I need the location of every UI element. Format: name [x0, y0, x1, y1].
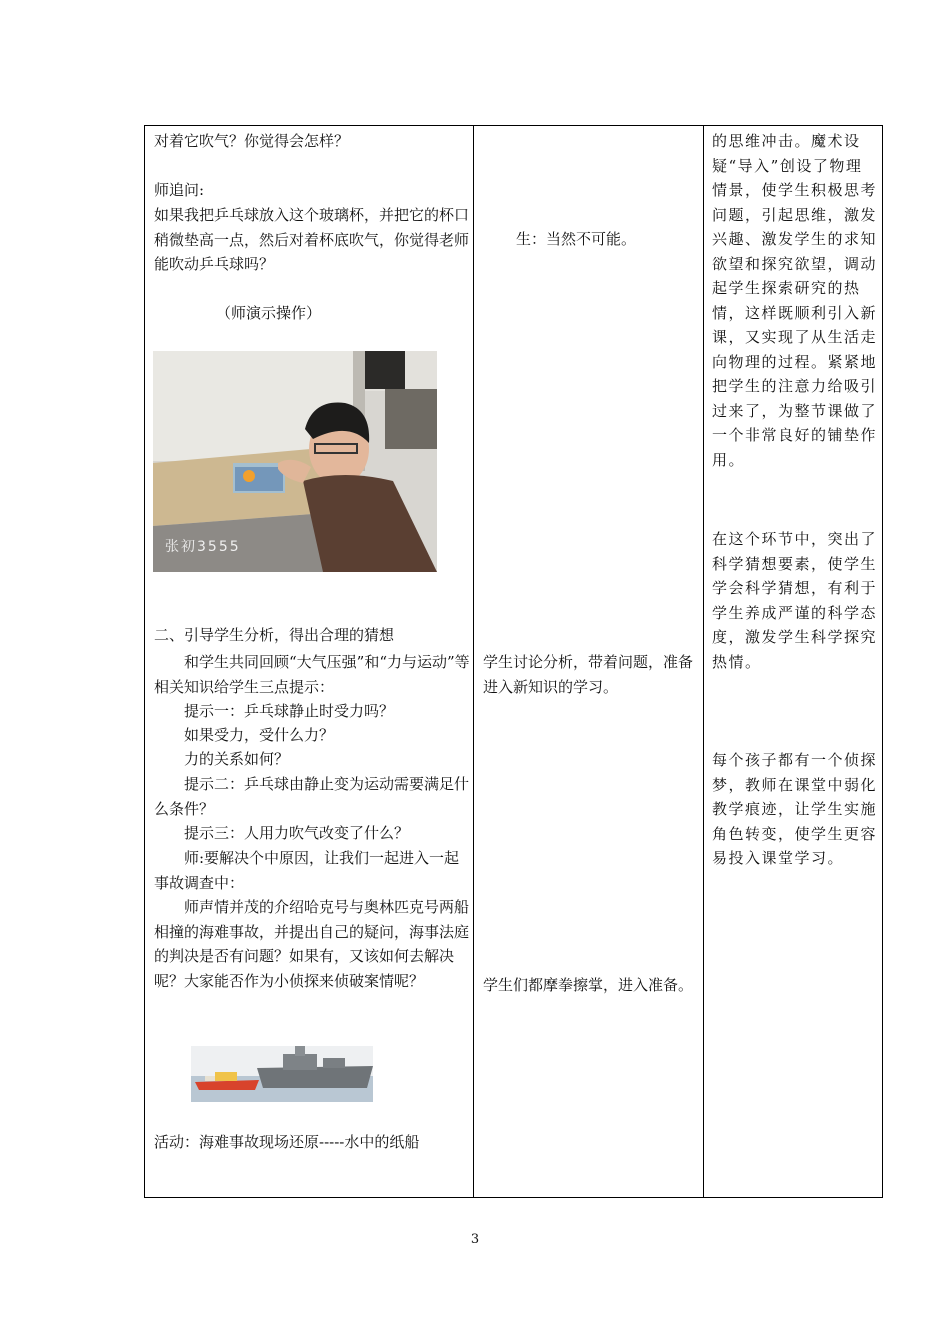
intent-detective-role: 每个孩子都有一个侦探梦，教师在课堂中弱化教学痕迹，让学生实施角色转变，使学生更容易投入课堂学习。	[712, 751, 878, 867]
warship-illustration	[191, 1046, 373, 1102]
paragraph-ship-collision-story: 师声情并茂的介绍哈克号与奥林匹克号两船相撞的海难事故，并提出自己的疑问，海事法庭的判决是否有问题？如果有，又该如何去解决呢？大家能否作为小侦探来侦破案情呢？	[154, 898, 470, 990]
paragraph-blow-question: 对着它吹气？你觉得会怎样？	[154, 132, 350, 150]
lesson-table	[144, 125, 883, 1198]
student-response-impossible: 生：当然不可能。	[516, 230, 637, 248]
design-intent-column	[704, 126, 883, 1198]
teacher-blowing-photo-illustration	[153, 351, 437, 572]
classroom-demo-photo	[153, 351, 437, 572]
section-heading-guided-analysis: 二、引导学生分析，得出合理的猜想	[154, 626, 395, 644]
paragraph-demo-note: （师演示操作）	[216, 304, 322, 322]
student-activity-column	[474, 126, 704, 1198]
teacher-activity-column	[145, 126, 474, 1198]
hint-one-relation: 力的关系如何？	[184, 750, 290, 768]
paragraph-teacher-followup: 师追问:	[154, 181, 205, 199]
photo-desk-label: 张初3555	[165, 539, 241, 555]
hint-three: 提示三：人用力吹气改变了什么？	[184, 824, 410, 842]
page-number: 3	[470, 1232, 480, 1247]
hint-one-question: 提示一：乒乓球静止时受力吗？	[184, 702, 395, 720]
paragraph-accident-investigation: 师:要解决个中原因，让我们一起进入一起事故调查中：	[154, 849, 460, 892]
student-discussion: 学生讨论分析，带着问题，准备进入新知识的学习。	[483, 653, 694, 696]
student-ready: 学生们都摩拳擦掌，进入准备。	[483, 976, 694, 994]
paragraph-glass-question: 如果我把乒乓球放入这个玻璃杯，并把它的杯口稍微垫高一点，然后对着杯底吹气，你觉得老师能吹动乒乓球吗？	[154, 206, 470, 273]
paragraph-review-knowledge: 和学生共同回顾“大气压强”和“力与运动”等相关知识给学生三点提示：	[154, 653, 470, 696]
activity-paper-boat: 活动：海难事故现场还原-----水中的纸船	[154, 1133, 420, 1151]
intent-magic-intro: 的思维冲击。魔术设疑“导入”创设了物理情景，使学生积极思考问题，引起思维，激发兴趣、激发学生的求知欲望和探究欲望，调动起学生探索研究的热情，这样既顺利引入新课，又实现了从生活走向物理的过程。紧紧地把学生的注意力给吸引过来了，为整节课做了一个非常良好的铺垫作用。	[712, 132, 878, 469]
intent-scientific-guess: 在这个环节中，突出了科学猜想要素，使学生学会科学猜想，有利于学生养成严谨的科学态度，激发学生科学探究热情。	[712, 530, 878, 671]
hint-two: 提示二：乒乓球由静止变为运动需要满足什么条件？	[154, 775, 470, 818]
ship-collision-photo	[191, 1046, 373, 1102]
hint-one-followup: 如果受力，受什么力？	[184, 726, 335, 744]
